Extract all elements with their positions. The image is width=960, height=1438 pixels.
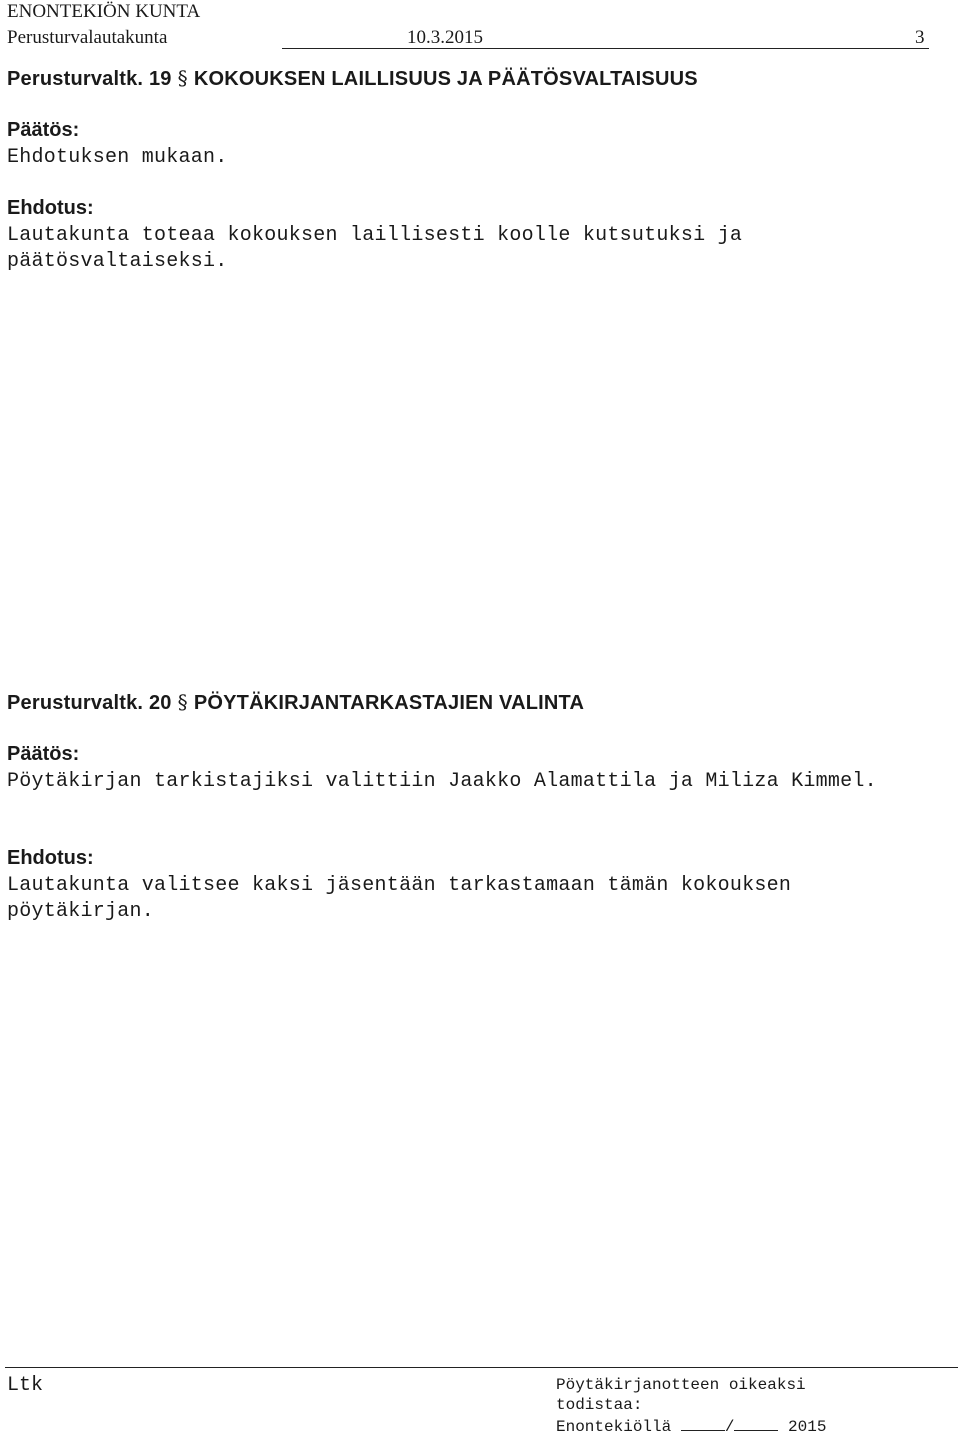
section-sign: § — [177, 66, 188, 90]
section-number: 20 — [148, 692, 172, 714]
section-number: 19 — [148, 68, 172, 90]
section-20-proposal-text: Lautakunta valitsee kaksi jäsentään tarkastamaan tämän kokouksen pöytäkirjan. — [7, 874, 792, 923]
page-number: 3 — [915, 27, 925, 48]
month-blank — [734, 1416, 778, 1431]
section-20-proposal-label: Ehdotus: — [7, 847, 94, 869]
section-sign: § — [177, 690, 188, 714]
section-prefix: Perusturvaltk. — [7, 68, 144, 90]
section-19-decision-label: Päätös: — [7, 119, 80, 141]
meeting-date: 10.3.2015 — [407, 27, 483, 48]
section-20-heading — [7, 690, 584, 715]
section-19-proposal-text: Lautakunta toteaa kokouksen laillisesti koolle kutsutuksi ja päätösvaltaiseksi. — [7, 224, 743, 273]
section-20-decision-text: Pöytäkirjan tarkistajiksi valittiin Jaakko Alamattila ja Miliza Kimmel. — [7, 770, 877, 793]
header-underline — [282, 48, 929, 49]
section-prefix: Perusturvaltk. — [7, 692, 144, 714]
municipality-name: ENONTEKIÖN KUNTA — [7, 1, 201, 22]
section-title: KOKOUKSEN LAILLISUUS JA PÄÄTÖSVALTAISUUS — [193, 68, 698, 90]
footer-divider — [5, 1367, 958, 1368]
section-19-decision-text: Ehdotuksen mukaan. — [7, 146, 228, 169]
day-blank — [681, 1416, 725, 1431]
footer-place-date — [556, 1416, 826, 1436]
footer-year: 2015 — [788, 1418, 827, 1436]
footer-certify-line2: todistaa: — [556, 1396, 643, 1414]
footer-certify-line1: Pöytäkirjanotteen oikeaksi — [556, 1376, 806, 1394]
date-separator: / — [724, 1418, 735, 1436]
section-title: PÖYTÄKIRJANTARKASTAJIEN VALINTA — [193, 692, 585, 714]
section-20-decision-label: Päätös: — [7, 743, 80, 765]
footer-ltk-label: Ltk — [7, 1374, 44, 1397]
footer-place: Enontekiöllä — [556, 1418, 672, 1436]
section-19-heading — [7, 66, 698, 91]
section-19-proposal-label: Ehdotus: — [7, 197, 94, 219]
board-name: Perusturvalautakunta — [7, 27, 168, 48]
